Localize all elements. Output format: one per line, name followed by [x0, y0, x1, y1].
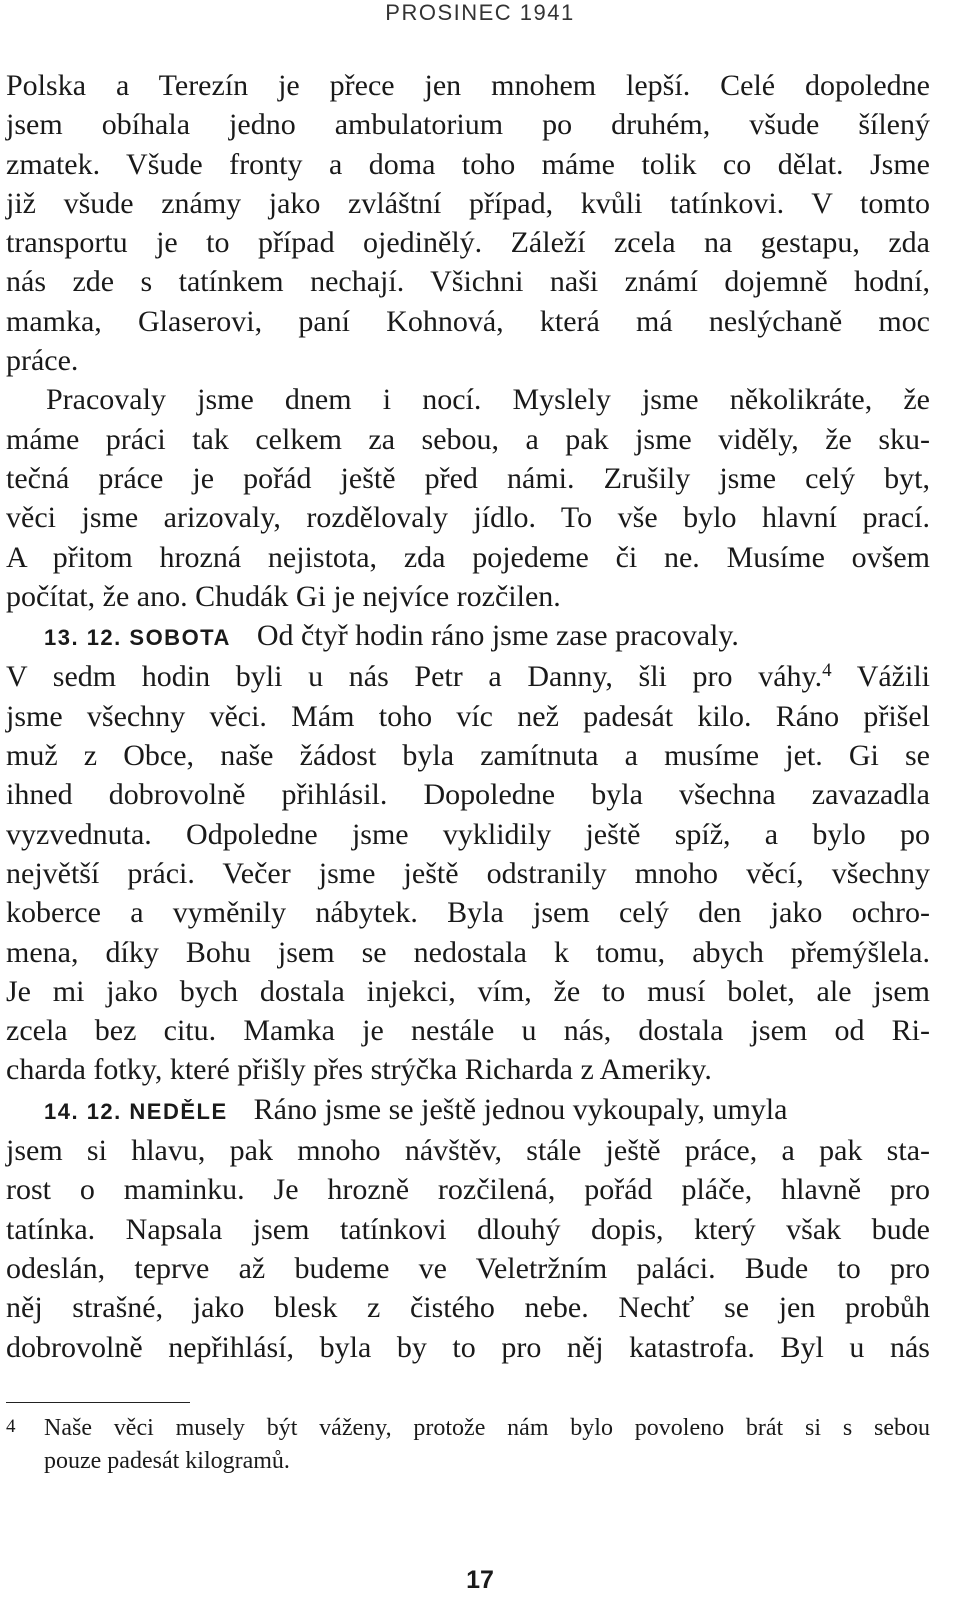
entry-first-line — [6, 616, 930, 657]
text-line: koberce a vyměnily nábytek. Byla jsem celý den jako ochro- — [6, 896, 930, 930]
text-line: mamka, Glaserovi, paní Kohnová, která má neslýchaně moc — [6, 304, 930, 338]
text-line: A přitom hrozná nejistota, zda pojedeme či ne. Musíme ovšem — [6, 540, 930, 574]
running-head: PROSINEC 1941 — [385, 0, 575, 25]
text-line: zmatek. Všude fronty a doma toho máme tolik co dělat. Jsme — [6, 147, 930, 181]
text-line: jsem si hlavu, pak mnoho návštěv, stále ještě práce, a pak sta- — [6, 1134, 930, 1168]
text-line: počítat, že ano. Chudák Gi je nejvíce rozčilen. — [6, 579, 561, 613]
text-line: charda fotky, které přišly přes strýčka Richarda z Ameriky. — [6, 1053, 712, 1087]
entry-first-line — [6, 1090, 930, 1131]
footnote-divider — [6, 1402, 190, 1403]
text-segment: V sedm hodin byli u nás Petr a Danny, šli pro váhy. — [6, 660, 823, 694]
text-line — [6, 657, 930, 696]
footnote-marker: 4 — [6, 1416, 16, 1437]
text-line: mena, díky Bohu jsem se nedostala k tomu, abych přemýšlela. — [6, 935, 930, 969]
text-line: muž z Obce, naše žádost byla zamítnuta a musíme jet. Gi se — [6, 739, 930, 773]
diary-entry-13-12 — [6, 616, 930, 1090]
text-line: nás zde s tatínkem nechají. Všichni naši známí dojemně hodní, — [6, 265, 930, 299]
text-line: dobrovolně nepřihlásí, byla by to pro něj katastrofa. Byl u nás — [6, 1330, 930, 1364]
text-line: věci jsme arizovaly, rozdělovaly jídlo. To vše bylo hlavní prací. — [6, 501, 930, 535]
paragraph-1 — [6, 66, 930, 380]
entry-date-label: 14. 12. NEDĚLE — [44, 1098, 228, 1124]
text-segment: Vážili — [831, 660, 930, 694]
text-line: největší práci. Večer jsme ještě odstranily mnoho věcí, všechny — [6, 856, 930, 890]
text-line: máme práci tak celkem za sebou, a pak jsme viděly, že sku- — [6, 422, 930, 456]
diary-entry-14-12 — [6, 1090, 930, 1367]
entry-first-line-text: Ráno jsme se ještě jednou vykoupaly, umyla — [253, 1092, 788, 1126]
entry-date-label: 13. 12. SOBOTA — [44, 625, 231, 651]
text-line: tečná práce je pořád ještě před námi. Zrušily jsme celý byt, — [6, 461, 930, 495]
text-line: jsme všechny věci. Mám toho víc než padesát kilo. Ráno přišel — [6, 699, 930, 733]
footnote — [6, 1412, 930, 1478]
footnote-line: pouze padesát kilogramů. — [44, 1448, 290, 1474]
text-line: odeslán, teprve až budeme ve Veletržním paláci. Bude to pro — [6, 1251, 930, 1285]
footnote-text — [6, 1412, 930, 1478]
text-line: Je mi jako bych dostala injekci, vím, že to musí bolet, ale jsem — [6, 974, 930, 1008]
footnote-line: Naše věci musely být váženy, protože nám bylo povoleno brát si s sebou — [44, 1415, 930, 1441]
text-line: vyzvednuta. Odpoledne jsme vyklidily ještě spíž, a bylo po — [6, 817, 930, 851]
text-line: ihned dobrovolně přihlásil. Dopoledne byla všechna zavazadla — [6, 778, 930, 812]
footnote-reference: 4 — [822, 660, 832, 682]
text-line: tatínka. Napsala jsem tatínkovi dlouhý dopis, který však bude — [6, 1212, 930, 1246]
text-line: zcela bez citu. Mamka je nestále u nás, dostala jsem od Ri- — [6, 1014, 930, 1048]
text-line: rost o maminku. Je hrozně rozčilená, pořád pláče, hlavně pro — [6, 1173, 930, 1207]
text-line: jsem obíhala jedno ambulatorium po druhém, všude šílený — [6, 108, 930, 142]
paragraph-2 — [6, 380, 930, 616]
text-line: transportu je to případ ojedinělý. Záleží zcela na gestapu, zda — [6, 226, 930, 260]
text-line: něj strašné, jako blesk z čistého nebe. Nechť se jen probůh — [6, 1291, 930, 1325]
body-text — [6, 66, 930, 1367]
text-line: již všude známy jako zvláštní případ, kvůli tatínkovi. V tomto — [6, 186, 930, 220]
text-line: práce. — [6, 344, 79, 378]
entry-first-line-text: Od čtyř hodin ráno jsme zase pracovaly. — [256, 619, 739, 653]
page-number: 17 — [466, 1566, 494, 1594]
text-line: Pracovaly jsme dnem i nocí. Myslely jsme několikráte, že — [46, 383, 930, 417]
text-line: Polska a Terezín je přece jen mnohem lepší. Celé dopoledne — [6, 69, 930, 102]
